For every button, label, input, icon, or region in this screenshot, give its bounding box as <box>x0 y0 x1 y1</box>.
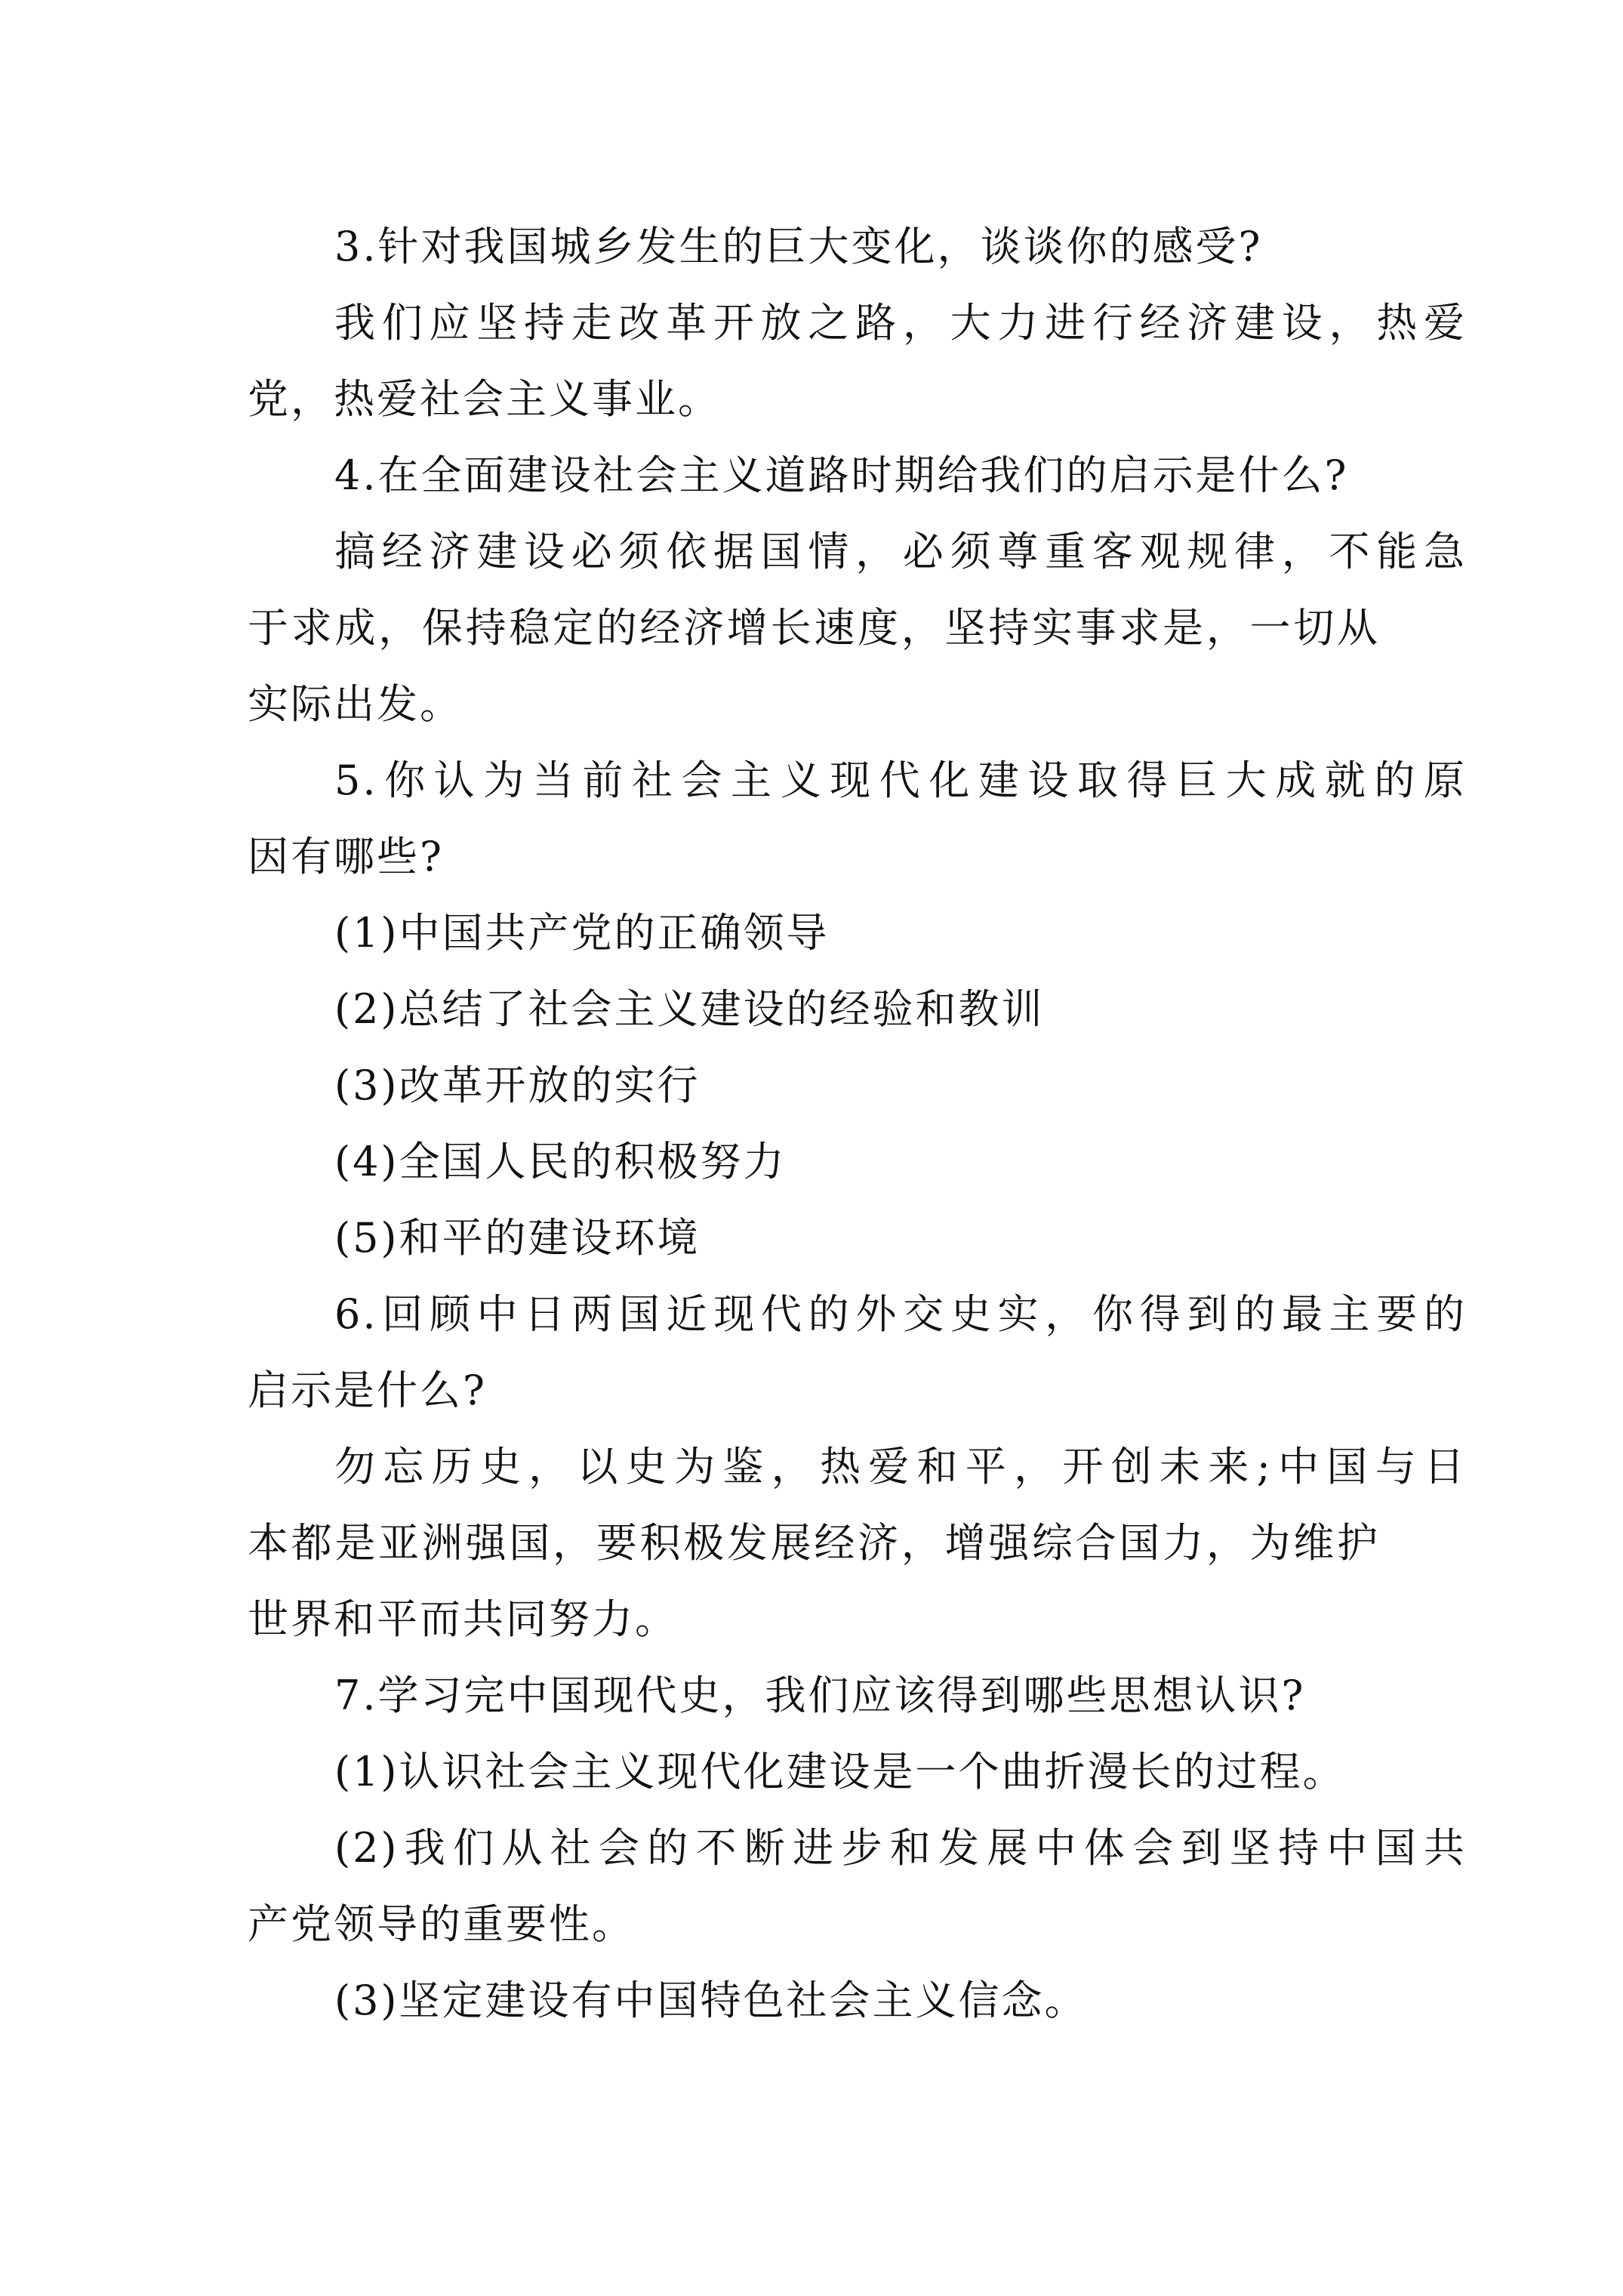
question-4: 4.在全面建设社会主义道路时期给我们的启示是什么? <box>334 451 1349 499</box>
question-3: 3.针对我国城乡发生的巨大变化，谈谈你的感受? <box>334 223 1263 270</box>
question-5-line-1: 5.你认为当前社会主义现代化建设取得巨大成就的原 <box>334 757 1467 804</box>
answer-7-item-1: (1)认识社会主义现代化建设是一个曲折漫长的过程。 <box>334 1748 1346 1795</box>
answer-4-line-2: 于求成，保持稳定的经济增长速度，坚持实事求是，一切从 <box>248 604 1380 652</box>
answer-5-item-2: (2)总结了社会主义建设的经验和教训 <box>334 985 1045 1033</box>
answer-3-line-1: 我们应坚持走改革开放之路，大力进行经济建设，热爱 <box>334 299 1467 347</box>
answer-7-item-2-line-1: (2)我们从社会的不断进步和发展中体会到坚持中国共 <box>334 1824 1467 1872</box>
answer-3-line-2: 党，热爱社会主义事业。 <box>248 375 721 423</box>
answer-7-item-2-line-2: 产党领导的重要性。 <box>248 1900 635 1948</box>
question-6-line-1: 6.回顾中日两国近现代的外交史实，你得到的最主要的 <box>334 1290 1467 1338</box>
question-5-line-2: 因有哪些? <box>248 833 444 880</box>
answer-4-line-3: 实际出发。 <box>248 680 463 728</box>
question-6-line-2: 启示是什么? <box>248 1367 487 1414</box>
answer-6-line-2: 本都是亚洲强国，要积极发展经济，增强综合国力，为维护 <box>248 1519 1380 1567</box>
answer-5-item-1: (1)中国共产党的正确领导 <box>334 909 830 957</box>
answer-6-line-3: 世界和平而共同努力。 <box>248 1595 678 1643</box>
answer-6-line-1: 勿忘历史，以史为鉴，热爱和平，开创未来;中国与日 <box>334 1443 1467 1490</box>
question-7: 7.学习完中国现代史，我们应该得到哪些思想认识? <box>334 1672 1306 1719</box>
answer-5-item-4: (4)全国人民的积极努力 <box>334 1138 787 1185</box>
answer-4-line-1: 搞经济建设必须依据国情，必须尊重客观规律，不能急 <box>334 528 1467 575</box>
answer-5-item-3: (3)改革开放的实行 <box>334 1062 701 1109</box>
answer-7-item-3: (3)坚定建设有中国特色社会主义信念。 <box>334 1977 1088 2024</box>
answer-5-item-5: (5)和平的建设环境 <box>334 1214 701 1262</box>
